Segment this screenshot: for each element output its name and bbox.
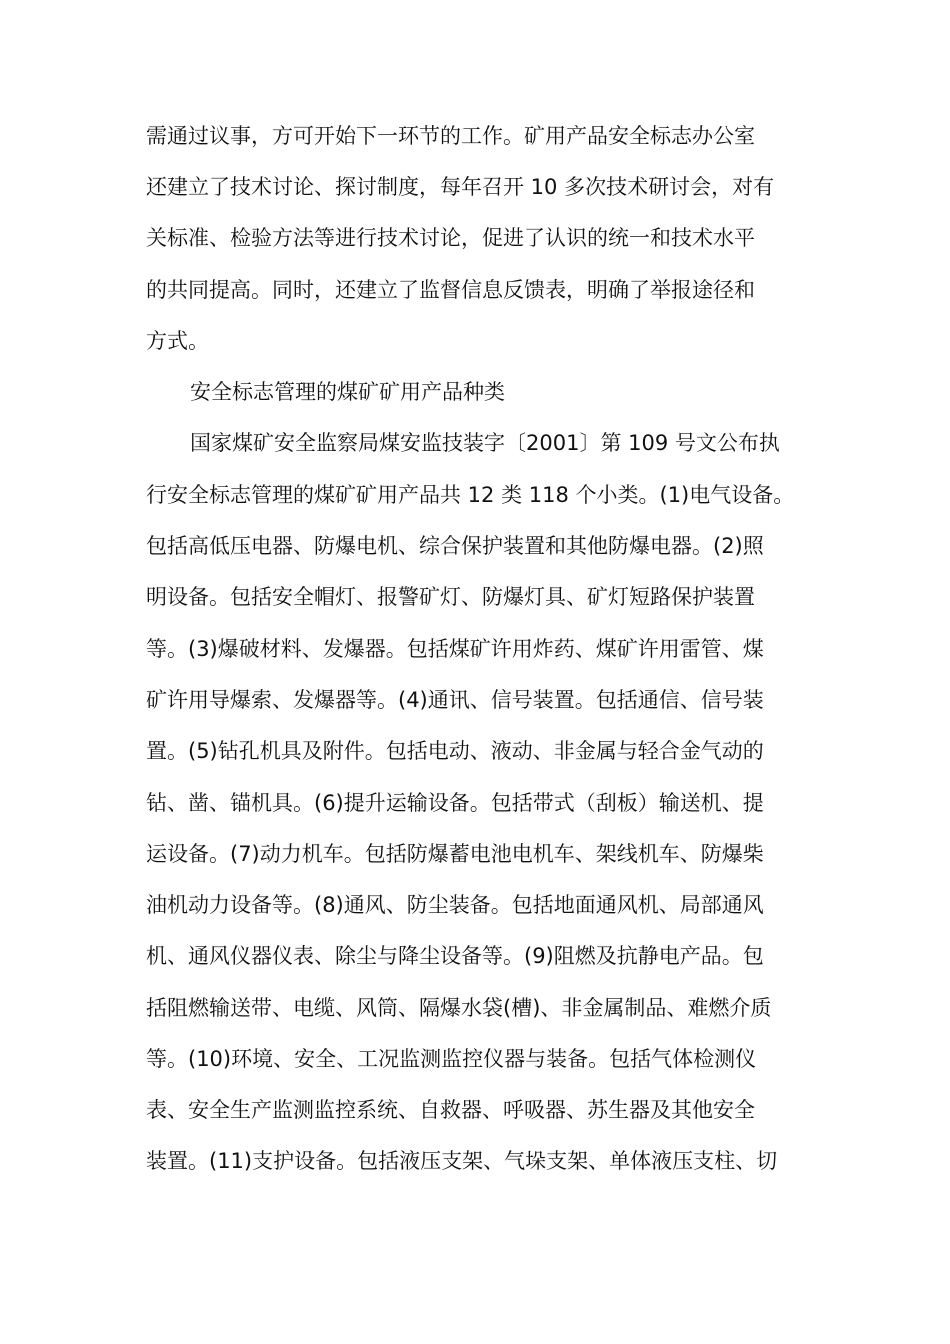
section-heading: 安全标志管理的煤矿矿用产品种类 [190, 380, 505, 404]
paragraph-line: 行安全标志管理的煤矿矿用产品共 12 类 118 个小类。(1)电气设备。 [146, 483, 795, 507]
paragraph-line: 装置。(11)支护设备。包括液压支架、气垛支架、单体液压支柱、切 [146, 1149, 778, 1173]
paragraph-line: 运设备。(7)动力机车。包括防爆蓄电池电机车、架线机车、防爆柴 [146, 842, 764, 866]
paragraph-line: 油机动力设备等。(8)通风、防尘装备。包括地面通风机、局部通风 [146, 893, 764, 917]
paragraph-line: 方式。 [146, 329, 209, 353]
paragraph-line: 的共同提高。同时，还建立了监督信息反馈表，明确了举报途径和 [146, 278, 755, 302]
paragraph-line: 机、通风仪器仪表、除尘与降尘设备等。(9)阻燃及抗静电产品。包 [146, 944, 764, 968]
paragraph-line: 还建立了技术讨论、探讨制度，每年召开 10 多次技术研讨会，对有 [146, 175, 775, 199]
paragraph-line: 需通过议事，方可开始下一环节的工作。矿用产品安全标志办公室 [146, 124, 755, 148]
paragraph-line: 明设备。包括安全帽灯、报警矿灯、防爆灯具、矿灯短路保护装置 [146, 585, 755, 609]
paragraph-line: 包括高低压电器、防爆电机、综合保护装置和其他防爆电器。(2)照 [146, 534, 764, 558]
paragraph-line: 表、安全生产监测监控系统、自救器、呼吸器、苏生器及其他安全 [146, 1098, 755, 1122]
paragraph-line: 矿许用导爆索、发爆器等。(4)通讯、信号装置。包括通信、信号装 [146, 688, 764, 712]
paragraph-line: 钻、凿、锚机具。(6)提升运输设备。包括带式（刮板）输送机、提 [146, 791, 764, 815]
paragraph-line: 括阻燃输送带、电缆、风筒、隔爆水袋(槽)、非金属制品、难燃介质 [146, 996, 772, 1020]
paragraph-line: 等。(3)爆破材料、发爆器。包括煤矿许用炸药、煤矿许用雷管、煤 [146, 637, 764, 661]
paragraph-line: 等。(10)环境、安全、工况监测监控仪器与装备。包括气体检测仪 [146, 1047, 757, 1071]
paragraph-line: 置。(5)钻孔机具及附件。包括电动、液动、非金属与轻合金气动的 [146, 739, 764, 763]
paragraph-line: 国家煤矿安全监察局煤安监技装字〔2001〕第 109 号文公布执 [190, 431, 780, 455]
paragraph-line: 关标准、检验方法等进行技术讨论，促进了认识的统一和技术水平 [146, 226, 755, 250]
